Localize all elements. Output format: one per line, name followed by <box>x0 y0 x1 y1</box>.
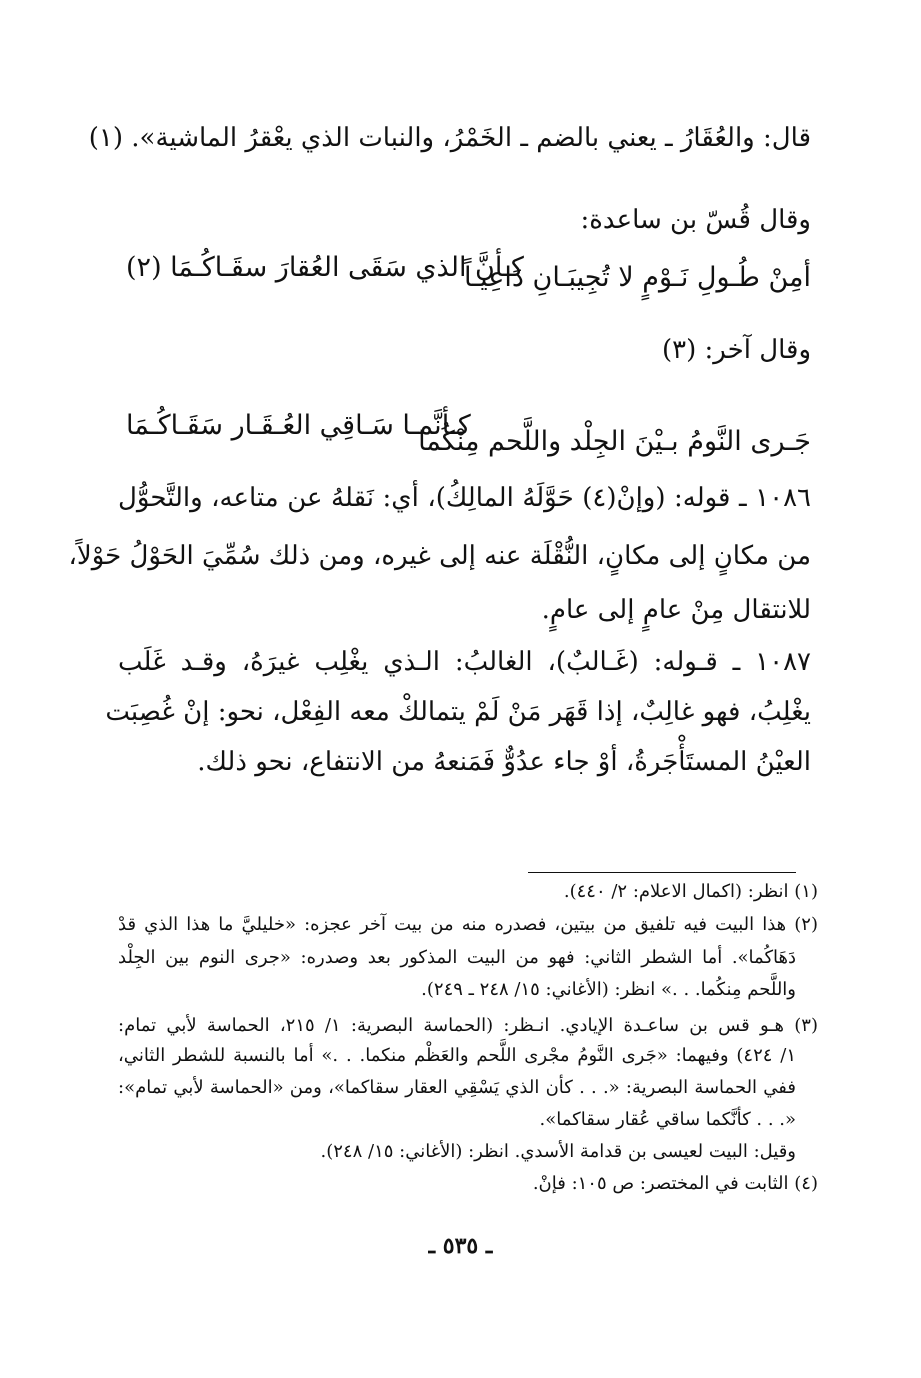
para-1086-line3: للانتقال مِنْ عامٍ إلى عامٍ. <box>541 595 811 625</box>
footnote-separator <box>528 872 796 873</box>
text-line-qus-intro: وقال قُسّ بن ساعدة: <box>580 205 811 235</box>
footnote-1: (١) انظر: (اكمال الاعلام: ٢/ ٤٤٠). <box>563 881 818 902</box>
verse1-first-hemistich: أمِنْ طُـولِ نَـوْمٍ لا تُجِيبَـانِ دَاعِيـاً <box>463 262 811 293</box>
text-line-another-said: وقال آخر: (٣) <box>662 335 811 365</box>
footnote-3-line3: ففي الحماسة البصرية: «. . . كأن الذي يَسْقِي العقار سقاكما»، ومن «الحماسة لأبي تمام»: <box>118 1077 796 1098</box>
footnote-3-line2: ١/ ٤٢٤) وفيهما: «جَرى النَّومُ مجْرى اللَّحم والعَظْم منكما. . .» أما بالنسبة للشطر الثاني، <box>118 1045 796 1066</box>
footnote-2-line3: واللَّحم مِنكُما. . .» انظر: (الأغاني: ١٥/ ٢٤٨ ـ ٢٤٩). <box>421 979 796 1000</box>
verse1-second-hemistich: كـأنَّ الذي سَقَى العُقارَ سقَـاكُـمَا (٢) <box>126 252 524 283</box>
text-line-intro: قال: والعُقَارُ ـ يعني بالضم ـ الخَمْرُ، والنبات الذي يعْقرُ الماشية». (١) <box>88 123 811 153</box>
footnote-2-line1: (٢) هذا البيت فيه تلفيق من بيتين، فصدره منه من بيت آخر عجزه: «خليليَّ ما هذا الذي قدْ <box>118 914 818 935</box>
para-1086-line2: من مكانٍ إلى مكانٍ، النُّقْلَة عنه إلى غيره، ومن ذلك سُمِّيَ الحَوْلُ حَوْلاً، <box>68 541 811 571</box>
footnote-3-line5: وقيل: البيت لعيسى بن قدامة الأسدي. انظر: (الأغاني: ١٥/ ٢٤٨). <box>320 1141 796 1162</box>
para-1087-line2: يغْلِبُ، فهو غالِبٌ، إذا قَهَر مَنْ لَمْ يتمالكْ معه الفِعْل، نحو: إنْ غُصِبَت <box>105 697 811 727</box>
verse2-second-hemistich: كـأنَّمـا سَـاقِي العُـقَـار سَقَـاكُـمَا <box>126 410 471 441</box>
page-number: ـ ٥٣٥ ـ <box>428 1233 493 1259</box>
verse2-first-hemistich: جَـرى النَّومُ بـيْنَ الجِلْد واللَّحم مِنْكُما <box>418 426 811 457</box>
footnote-3-line1: (٣) هـو قس بن ساعـدة الإيادي. انـظر: (الحماسة البصرية: ١/ ٢١٥، الحماسة لأبي تمام: <box>118 1015 818 1036</box>
para-1087-line1: ١٠٨٧ ـ قـوله: (غَـالبٌ)، الغالبُ: الـذي يغْلِب غيرَهُ، وقـد غَلَب <box>118 647 811 677</box>
footnote-4: (٤) الثابت في المختصر: ص ١٠٥: فإنْ. <box>532 1173 818 1194</box>
footnote-2-line2: دَهَاكُما». أما الشطر الثاني: فهو من البيت المذكور بعد وصدره: «جرى النوم بين الجِلْد <box>118 947 796 968</box>
para-1086-line1: ١٠٨٦ ـ قوله: (وإنْ(٤) حَوَّلَهُ المالِكُ)، أي: نَقلهُ عن متاعه، والتَّحوُّل <box>118 483 811 513</box>
footnote-3-line4: «. . . كأنَّكما ساقي عُقار سقاكما». <box>539 1109 796 1130</box>
para-1087-line3: العيْنُ المستَأْجَرةُ، أوْ جاء عدُوٌّ فَمَنعهُ من الانتفاع، نحو ذلك. <box>197 747 811 777</box>
